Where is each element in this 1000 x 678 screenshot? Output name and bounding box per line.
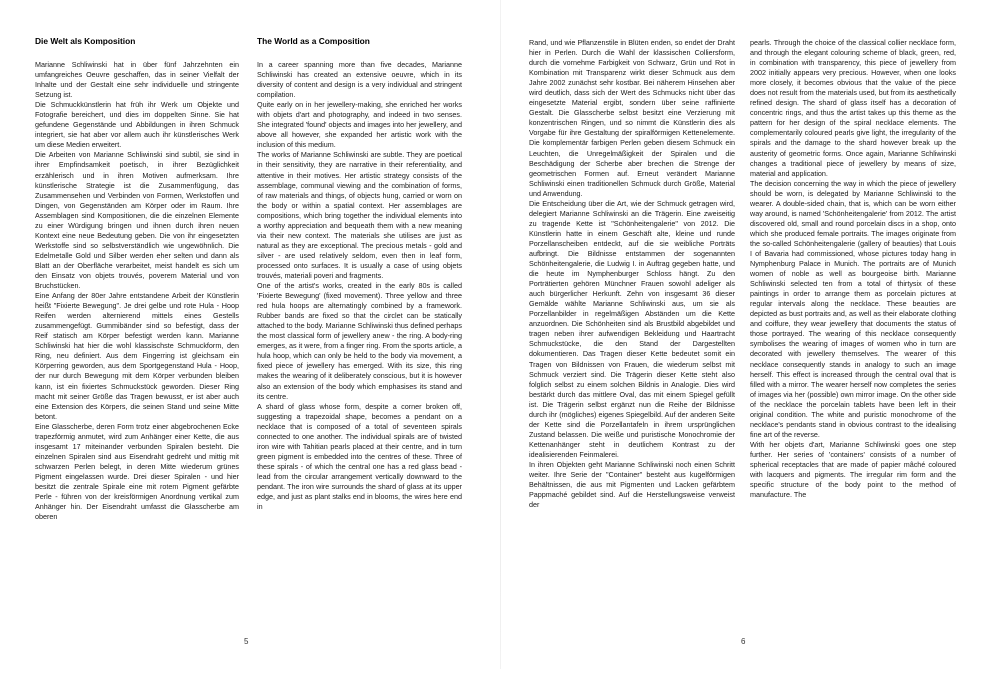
german-column-left	[35, 0, 239, 640]
page-number-left: 5	[244, 637, 249, 646]
paragraph: One of the artist's works, created in the early 80s is called 'Fixierte Bewegung' (fixed movement). Three yellow and three red hula hoops are alternatingly combined by a framework. Rubber bands are fixed so that the circlet can be statically attached to the body. Marianne Schliwinski thus defined perhaps the most classical form of jewellery anew - the ring. A body-ring emerges, as it were, from a finger ring. From the sports article, a hula hoop, which can only be held to the body via movement, a fixed piece of jewellery has emerged. With its size, this ring makes the wearing of it deliberately conscious, but it is however also an extension of the body which emphasises its stand and its centre.	[257, 281, 462, 401]
paragraph: In ihren Objekten geht Marianne Schliwinski noch einen Schritt weiter. Ihre Serie der "Container" besteht aus kugelförmigen Behältnissen, die aus mit Pigmenten und Lacken gefärbtem Pappmaché gebildet sind. Auf die Herstellungsweise verweist der	[529, 459, 735, 510]
paragraph: With her objets d'art, Marianne Schliwinski goes one step further. Her series of 'containers' consists of a number of spherical receptacles that are made of papier mâché coloured with lacquers and pigments. The irregular rim form and the specific structure of the body point to the method of manufacture. The	[750, 439, 956, 500]
paragraph: Eine Anfang der 80er Jahre entstandene Arbeit der Künstlerin heißt "Fixierte Bewegung". Je drei gelbe und rote Hula - Hoop Reifen werden alternierend mittels eines Gestells zusammengefügt. Gummibänder sind so befestigt, dass der Reif statisch am Körper befestigt werden kann. Marianne Schliwinski hat hier die wohl klassischste Schmuckform, den Ring, neu definiert. Aus dem Fingerring ist gleichsam ein Körperring geworden, aus dem Sportgegenstand Hula - Hoop, der nur durch Bewegung mit dem Körper verbunden bleiben kann, ist ein fixiertes Schmuckstück geworden. Dieser Ring macht mit seiner Größe das Tragen bewusst, er ist aber auch eine Extension des Körpers, die seinen Stand und seine Mitte betont.	[35, 291, 239, 421]
german-heading: Die Welt als Komposition	[35, 36, 136, 46]
page-gutter	[500, 0, 501, 669]
paragraph: The decision concerning the way in which the piece of jewellery should be worn, is delegated by Marianne Schliwinski to the wearer. A double-sided chain, that is, which can be worn either way around, is named 'Schönheitengalerie' from 2012. The artist discovered old, small and round porcelain discs in a shop, onto which she produced female portraits. The images originate from the so-called Schönheitengalerie (gallery of beauties) that Louis I of Bavaria had commissioned, whose pictures today hang in Nymphenburg Palace in Munich. The portraits are of Munich women of noble as well as bourgeoise birth. Marianne Schliwinski selected ten from a total of thirtysix of these paintings in order to arrange them as porcelain pictures at regular intervals along the necklace. These beauties are depicted as bust portraits and, as well as their elaborate clothing and coiffure, they wear jewellery that documents the status of those portrayed. The wearing of this necklace consequently symbolises the wearing of images of women who in turn are decorated with jewellery themselves. The wearer of this necklace consequently stands in analogy to such an image herself. This effect is increased through the central oval that is filled with a mirror. The wearer herself now completes the series of images via her (possible) own mirror image. On the other side of the necklace the porcelain tablets have been left in their original condition. The white and puristic monochrome of the necklace's pendants stand in obvious contrast to the idealising fine art of the reverse.	[750, 178, 956, 439]
paragraph: The works of Marianne Schliwinski are subtle. They are poetical in their sensitivity, they are narrative in their referentiality, and attentive in their motives. Her artistic strategy consists of the assemblage, communal viewing and the combination of forms, of raw materials and things, of objects hung, carried or worn on the body or within a spatial context. Her assemblages are compositions, which bring together the individual elements into a worthy appreciation and bequeath them with a new meaning via their new context. The materials she utilises are just as natural as they are exceptional. The precious metals - gold and silver - are used relatively seldom, even then in leaf form, processed onto surfaces. It is usually a case of using objets trouvés, materiali poveri and fragments.	[257, 150, 462, 280]
paragraph: Eine Glasscherbe, deren Form trotz einer abgebrochenen Ecke trapezförmig anmutet, wird zum Anhänger einer Kette, die aus insgesamt 17 miteinander verbunden Spiralen besteht. Die einzelnen Spiralen sind aus Eisendraht gedreht und mittig mit schwarzen Perlen belegt, in deren Mitte wiederum grünes Pigment eingelassen wurde. Drei dieser Spiralen - und hier besitzt die zentrale Spirale eine mit rotem Pigment gefärbte Perle - führen von der kreisförmigen Anordnung vertikal zum Anhänger hin. Der Eisendraht umfasst die Glasscherbe am oberen	[35, 421, 239, 522]
paragraph: A shard of glass whose form, despite a corner broken off, suggesting a trapezoidal shape, becomes a pendant on a necklace that is composed of a total of seventeen spirals connected to one another. The individual spirals are of twisted iron wire with Tahitian pearls placed at their centre, and in turn green pigment is embedded into the centres of these. Three of these spirals - of which the central one has a red glass bead - lead from the circular arrangement vertically downward to the pendant. The iron wire surrounds the shard of glass at its upper edge, and just as plant stalks end in blooms, the wires here end in	[257, 401, 462, 512]
paragraph: In a career spanning more than five decades, Marianne Schliwinski has created an extensive oeuvre, which in its diversity of content and design is a very individual and stringent compilation.	[257, 60, 462, 100]
page-number-right: 6	[741, 637, 746, 646]
english-column-left	[257, 0, 462, 640]
paragraph: Quite early on in her jewellery-making, she enriched her works with objets d'art and photography, and indeed in two senses. She integrated 'found' objects and images into her jewellery, and above all however, she expanded her artistic work with the inclusion of this medium.	[257, 100, 462, 150]
english-column-right	[750, 0, 956, 678]
english-heading: The World as a Composition	[257, 36, 370, 46]
paragraph: Die Schmuckkünstlerin hat früh ihr Werk um Objekte und Fotografie bereichert, und dies im doppelten Sinne. Sie hat gefundene Gegenstände und Abbildungen in ihren Schmuck integriert, sie hat aber vor allem auch ihr künstlerisches Werk um diese Medien erweitert.	[35, 100, 239, 150]
paragraph: Die Entscheidung über die Art, wie der Schmuck getragen wird, delegiert Marianne Schliwinski an die Trägerin. Eine zweiseitig zu tragende Kette ist "Schönheitengalerie" von 2012. Die Künstlerin hatte in einem Geschäft alte, kleine und runde Porzellanscheiben entdeckt, auf die sie weibliche Porträts aufbringt. Die Bildnisse entstammen der sogenannten Schönheitengalerie, die Ludwig I. in Auftrag gegeben hatte, und die heute im Nymphenburger Schloss hängt. Zu den Porträtierten gehören Münchner Frauen sowohl adeliger als auch bürgerlicher Herkunft. Zehn von insgesamt 36 dieser Gemälde wählte Marianne Schliwinski aus, um sie als Porzellanbilder in regelmäßigen Abständen um die Kette anzuordnen. Die Schönheiten sind als Brustbild abgebildet und tragen neben ihrer aufwendigen Bekleidung und Haartracht Schmuckstücke, die den Stand der Dargestellten dokumentieren. Das Tragen dieser Kette bedeutet somit ein Tragen von Bildnissen von Frauen, die wiederum selbst mit Schmuck verziert sind. Die Trägerin dieser Kette steht also folglich selbst zu einem solchen Bildnis in Analogie. Dies wird bestärkt durch das mittlere Oval, das mit einem Spiegel gefüllt ist. Die Trägerin selbst ergänzt nun die Reihe der Bildnisse durch ihr (mögliches) eigenes Spiegelbild. Auf der anderen Seite der Kette sind die Porzellantafeln in ihrem ursprünglichen Zustand belassen. Die weiße und puristische Monochromie der Kettenanhänger steht in deutlichem Kontrast zu der idealisierenden Feinmalerei.	[529, 198, 735, 459]
german-column-right	[529, 0, 735, 678]
paragraph: Marianne Schliwinski hat in über fünf Jahrzehnten ein umfangreiches Oeuvre geschaffen, das in seiner Vielfalt der Inhalte und der Gestalt eine sehr individuelle und stringente Setzung ist.	[35, 60, 239, 100]
paragraph: pearls. Through the choice of the classical collier necklace form, and through the elegant colouring scheme of black, green, red, in combination with transparency, this piece of jewellery from 2002 initially appears very precious. However, when one looks more closely, it becomes obvious that the value of the piece does not result from the materials used, but from its aesthetically refined design. The shard of glass itself has a decoration of concentric rings, and thus the artist takes up this theme as the pattern for her design of the spiral necklace elements. The complementarily coloured pearls give light, the irregularity of the spirals and the damage to the shard however break up the austerity of geometric forms. Once again, Marianne Schliwinski changes a traditional piece of jewellery by means of size, material and application.	[750, 38, 956, 178]
paragraph: Die Arbeiten von Marianne Schliwinski sind subtil, sie sind in ihrer Empfindsamkeit poetisch, in ihrer Bezüglichkeit erzählerisch und in ihren Motiven aufmerksam. Ihre künstlerische Strategie ist die Zusammenfügung, das Zusammensehen und Verbinden von Formen, Werkstoffen und Dingen, von Gegenständen am Körper oder im Raum. Ihre Assemblagen sind Kompositionen, die die einzelnen Elemente zu einer Würdigung bringen und ihnen durch ihren neuen Kontext eine neue Bedeutung geben. Die von ihr eingesetzten Werkstoffe sind so selbstverständlich wie ungewöhnlich. Die Edelmetalle Gold und Silber werden eher selten und dann als Blatt an der Oberfläche verarbeitet, meist handelt es sich um den Einsatz von objets trouvés, poverem Material und von Bruchstücken.	[35, 150, 239, 291]
paragraph: Rand, und wie Pflanzenstile in Blüten enden, so endet der Draht hier in Perlen. Durch die Wahl der klassischen Colliersform, durch die vornehme Farbigkeit von Schwarz, Grün und Rot in Kombination mit Transparenz wirkt dieser Schmuck aus dem Jahre 2002 zunächst sehr kostbar. Bei näherem Hinsehen aber wird deutlich, dass sich der Wert des Schmucks nicht über das eingesetzte Material ergibt, sondern über seine raffinierte Gestalt. Die Glasscherbe selbst besitzt eine Verzierung mit konzentrischen Ringen, und so nimmt die Künstlerin dies als Vorgabe für ihre Gestaltung der spiralförmigen Kettenelemente. Die komplementär farbigen Perlen geben diesem Schmuck ein Leuchten, die Unregelmäßigkeit der Spiralen und die Beschädigung der Scherbe aber brechen die Strenge der geometrischen Formen auf. Erneut verändert Marianne Schliwinski einen traditionellen Schmuck durch Größe, Material und Anwendung.	[529, 38, 735, 198]
